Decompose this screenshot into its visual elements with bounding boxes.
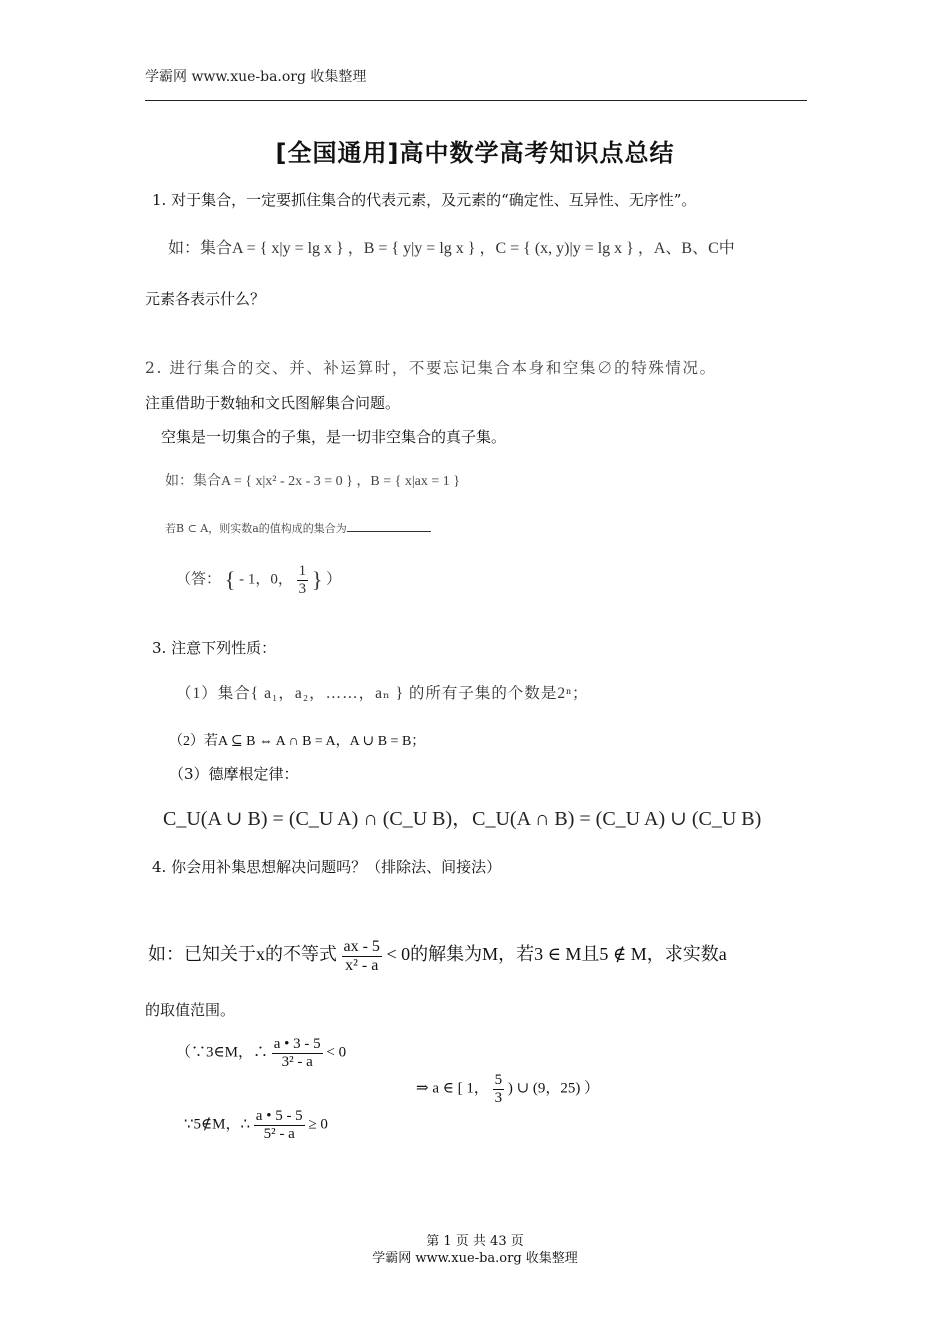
s3-item1: （1）集合{ a₁，a₂，……，aₙ } 的所有子集的个数是2ⁿ； [176, 685, 589, 702]
answer-set: - 1，0， [239, 571, 293, 588]
s2-line2: 注重借助于数轴和文氏图解集合问题。 [145, 394, 401, 412]
result-num: 5 [494, 1072, 503, 1088]
page-title: [全国通用]高中数学高考知识点总结 [275, 139, 675, 167]
s4-result [416, 1072, 599, 1106]
s4-line2: 的取值范围。 [145, 1001, 236, 1019]
answer-fraction [297, 563, 309, 597]
result-prefix: ⇒ a ∈ [ 1， [416, 1080, 489, 1097]
s2-line3: 空集是一切集合的子集，是一切非空集合的真子集。 [161, 428, 507, 446]
sol2-den: 5² - a [263, 1125, 295, 1142]
s4-example-prefix: 如：已知关于x的不等式 [148, 944, 337, 965]
right-brace: } [311, 567, 323, 592]
s4-example-fraction [342, 938, 382, 974]
sol1-fraction [272, 1036, 323, 1070]
s4-heading: 4. 你会用补集思想解决问题吗？（排除法、间接法） [152, 858, 502, 876]
sol1-prefix: （∵3∈M，∴ [176, 1044, 268, 1061]
result-fraction [493, 1072, 505, 1106]
s1-line2: 元素各表示什么？ [145, 290, 266, 308]
result-den: 3 [494, 1089, 503, 1106]
s4-solution-1 [176, 1036, 346, 1070]
sol1-num: a • 3 - 5 [273, 1036, 321, 1052]
sol2-fraction [254, 1108, 305, 1142]
s2-example: 如：集合A = { x|x² - 2x - 3 = 0 } ，B = { x|ax = 1 } [165, 474, 460, 489]
sol2-prefix: ∵5∉M，∴ [184, 1116, 251, 1133]
s4-solution-2 [184, 1108, 328, 1142]
s2-question-text: 若B ⊂ A，则实数a的值构成的集合为 [165, 522, 347, 535]
answer-blank [347, 519, 431, 532]
s3-item3: （3）德摩根定律： [169, 765, 299, 783]
answer-fraction-num: 1 [298, 563, 307, 579]
s2-line1: 2. 进行集合的交、并、补运算时，不要忘记集合本身和空集∅的特殊情况。 [145, 359, 717, 377]
left-brace: { [224, 567, 236, 592]
page-number: 第 1 页 共 43 页 [426, 1234, 524, 1249]
s4-example-den: x² - a [345, 956, 379, 974]
s2-answer [176, 563, 341, 597]
s4-example-suffix: < 0的解集为M，若3 ∈ M且5 ∉ M，求实数a [386, 944, 727, 965]
answer-fraction-den: 3 [298, 580, 307, 597]
s1-line1: 1. 对于集合，一定要抓住集合的代表元素，及元素的“确定性、互异性、无序性”。 [152, 191, 697, 209]
footer-site: 学霸网 www.xue-ba.org 收集整理 [372, 1251, 578, 1266]
sol1-suffix: < 0 [326, 1044, 347, 1061]
s3-heading: 3. 注意下列性质： [152, 639, 277, 657]
s2-question [165, 519, 431, 536]
sol2-num: a • 5 - 5 [255, 1108, 303, 1124]
result-suffix: ) ∪ (9，25) ） [507, 1080, 600, 1097]
sol2-suffix: ≥ 0 [308, 1116, 328, 1133]
s3-item2: （2）若A ⊆ B ⇔ A ∩ B = A，A ∪ B = B； [169, 734, 426, 749]
s4-example-num: ax - 5 [343, 938, 380, 955]
s3-formula: C_U(A ∪ B) = (C_U A) ∩ (C_U B)，C_U(A ∩ B) = (C_U A) ∪ (C_U B) [163, 808, 762, 830]
sol1-den: 3² - a [281, 1053, 313, 1070]
header-rule [145, 100, 807, 101]
s4-example [148, 938, 727, 974]
answer-suffix: ） [326, 571, 342, 588]
answer-prefix: （答： [176, 571, 222, 588]
s1-example: 如：集合A = { x|y = lg x } ，B = { y|y = lg x } ，C = { (x, y)|y = lg x } ，A、B、C中 [168, 240, 735, 257]
page-header: 学霸网 www.xue-ba.org 收集整理 [145, 69, 367, 85]
